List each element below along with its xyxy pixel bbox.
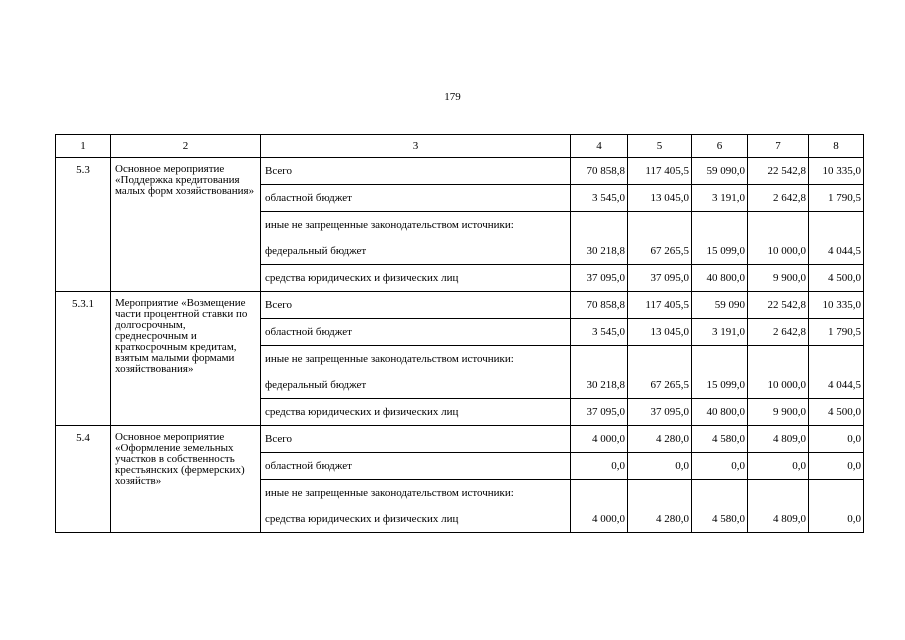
budget-table [55, 134, 864, 533]
value-cell: 4 500,0 [809, 399, 864, 426]
section-code: 5.4 [56, 426, 111, 533]
funding-source: средства юридических и физических лиц [261, 265, 571, 292]
value-cell: 10 000,0 [748, 372, 809, 399]
funding-source: областной бюджет [261, 185, 571, 212]
section-code: 5.3.1 [56, 292, 111, 426]
funding-source: Всего [261, 158, 571, 185]
funding-source: иные не запрещенные законодательством источники: [261, 346, 571, 373]
value-cell: 4 500,0 [809, 265, 864, 292]
funding-source: федеральный бюджет [261, 372, 571, 399]
funding-source: Всего [261, 426, 571, 453]
funding-source: средства юридических и физических лиц [261, 399, 571, 426]
value-cell [809, 480, 864, 507]
page-number: 179 [444, 91, 461, 103]
value-cell: 13 045,0 [628, 319, 692, 346]
value-cell: 4 280,0 [628, 506, 692, 533]
funding-source: федеральный бюджет [261, 238, 571, 265]
section-code: 5.3 [56, 158, 111, 292]
value-cell: 3 191,0 [692, 185, 748, 212]
column-header: 1 [56, 135, 111, 158]
table-row [56, 292, 864, 319]
value-cell: 10 000,0 [748, 238, 809, 265]
value-cell: 4 000,0 [571, 506, 628, 533]
value-cell: 0,0 [571, 453, 628, 480]
value-cell: 4 580,0 [692, 426, 748, 453]
value-cell: 15 099,0 [692, 372, 748, 399]
value-cell: 70 858,8 [571, 158, 628, 185]
value-cell: 9 900,0 [748, 265, 809, 292]
column-header: 2 [111, 135, 261, 158]
value-cell: 37 095,0 [571, 399, 628, 426]
value-cell: 59 090 [692, 292, 748, 319]
value-cell [628, 480, 692, 507]
value-cell: 10 335,0 [809, 158, 864, 185]
value-cell: 4 809,0 [748, 426, 809, 453]
header-row [56, 135, 864, 158]
section-name: Основное мероприятие «Оформление земельных участков в собственность крестьянских (фермерских) хозяйств» [111, 426, 261, 533]
value-cell: 40 800,0 [692, 399, 748, 426]
value-cell [571, 480, 628, 507]
section-name: Основное мероприятие «Поддержка кредитования малых форм хозяйствования» [111, 158, 261, 292]
value-cell [692, 212, 748, 239]
value-cell [748, 346, 809, 373]
value-cell: 22 542,8 [748, 158, 809, 185]
table-row [56, 158, 864, 185]
value-cell: 117 405,5 [628, 158, 692, 185]
funding-source: иные не запрещенные законодательством источники: [261, 480, 571, 507]
value-cell: 0,0 [628, 453, 692, 480]
value-cell: 0,0 [809, 506, 864, 533]
column-header: 6 [692, 135, 748, 158]
funding-source: иные не запрещенные законодательством источники: [261, 212, 571, 239]
column-header: 5 [628, 135, 692, 158]
value-cell [748, 480, 809, 507]
column-header: 4 [571, 135, 628, 158]
value-cell [628, 346, 692, 373]
value-cell: 13 045,0 [628, 185, 692, 212]
value-cell: 37 095,0 [628, 265, 692, 292]
value-cell [748, 212, 809, 239]
value-cell: 3 545,0 [571, 319, 628, 346]
value-cell: 30 218,8 [571, 372, 628, 399]
value-cell: 2 642,8 [748, 319, 809, 346]
value-cell: 70 858,8 [571, 292, 628, 319]
funding-source: областной бюджет [261, 319, 571, 346]
value-cell: 0,0 [809, 453, 864, 480]
value-cell: 3 191,0 [692, 319, 748, 346]
value-cell: 67 265,5 [628, 372, 692, 399]
funding-source: областной бюджет [261, 453, 571, 480]
value-cell [628, 212, 692, 239]
funding-source: средства юридических и физических лиц [261, 506, 571, 533]
value-cell: 59 090,0 [692, 158, 748, 185]
value-cell: 1 790,5 [809, 319, 864, 346]
value-cell: 4 809,0 [748, 506, 809, 533]
value-cell: 117 405,5 [628, 292, 692, 319]
value-cell: 22 542,8 [748, 292, 809, 319]
value-cell: 4 044,5 [809, 238, 864, 265]
value-cell [692, 346, 748, 373]
value-cell [571, 212, 628, 239]
funding-source: Всего [261, 292, 571, 319]
value-cell: 37 095,0 [628, 399, 692, 426]
value-cell: 0,0 [748, 453, 809, 480]
value-cell [692, 480, 748, 507]
value-cell: 30 218,8 [571, 238, 628, 265]
value-cell: 2 642,8 [748, 185, 809, 212]
value-cell: 15 099,0 [692, 238, 748, 265]
value-cell: 4 280,0 [628, 426, 692, 453]
table-row [56, 426, 864, 453]
value-cell: 0,0 [809, 426, 864, 453]
value-cell: 37 095,0 [571, 265, 628, 292]
value-cell: 10 335,0 [809, 292, 864, 319]
value-cell: 4 580,0 [692, 506, 748, 533]
column-header: 7 [748, 135, 809, 158]
value-cell [571, 346, 628, 373]
value-cell: 67 265,5 [628, 238, 692, 265]
column-header: 3 [261, 135, 571, 158]
value-cell: 9 900,0 [748, 399, 809, 426]
column-header: 8 [809, 135, 864, 158]
value-cell: 3 545,0 [571, 185, 628, 212]
value-cell [809, 346, 864, 373]
value-cell: 0,0 [692, 453, 748, 480]
value-cell: 1 790,5 [809, 185, 864, 212]
section-name: Мероприятие «Возмещение части процентной ставки по долгосрочным, среднесрочным и краткосрочным кредитам, взятым малыми формами хозяйствования» [111, 292, 261, 426]
value-cell: 4 044,5 [809, 372, 864, 399]
value-cell [809, 212, 864, 239]
value-cell: 40 800,0 [692, 265, 748, 292]
value-cell: 4 000,0 [571, 426, 628, 453]
